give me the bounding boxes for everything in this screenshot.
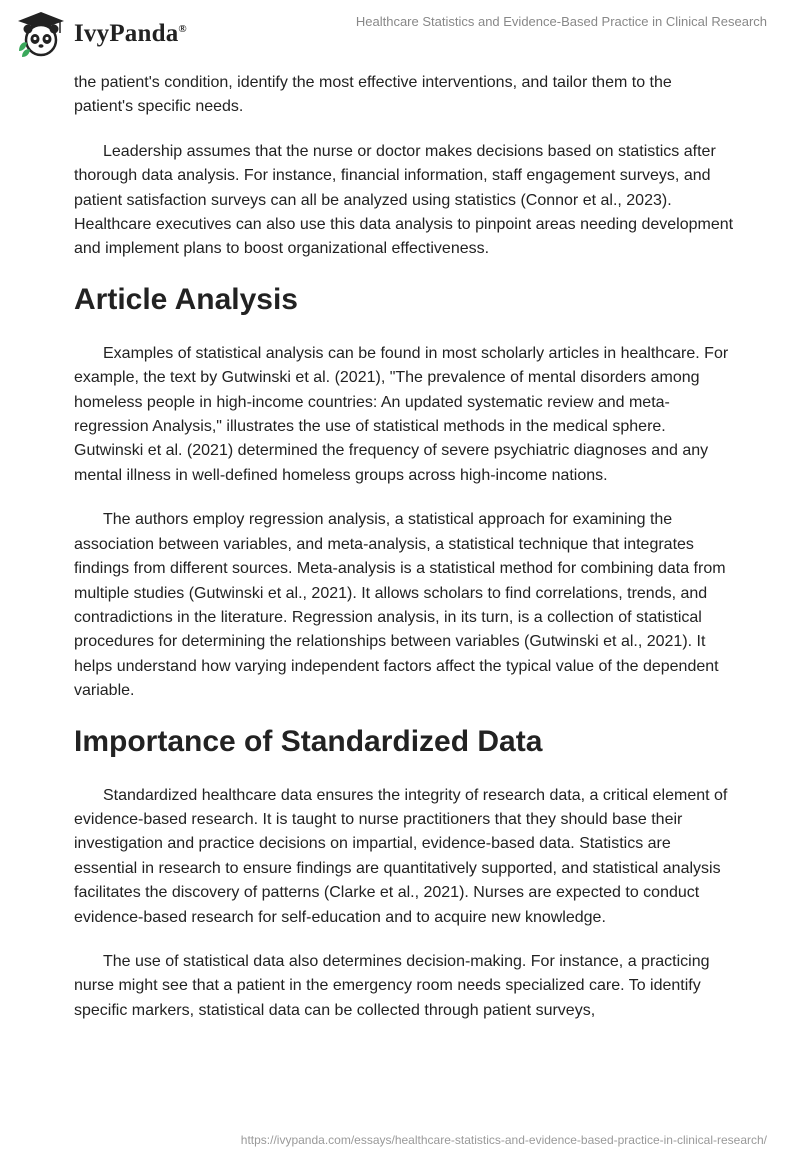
paragraph: Standardized healthcare data ensures the integrity of research data, a critical element of evidence-based research. It is taught to nurse practitioners that they should base their investigation and practice decisions on impartial, evidence-based data. Statistics are essential in research to ensure findings are quantitatively supported, and statistical analysis facilitates the discovery of patterns (Clarke et al., 2021). Nurses are expected to conduct evidence-based research for self-education and to acquire new knowledge. [74, 786, 728, 926]
section-heading: Article Analysis [74, 282, 298, 316]
essay-title: Healthcare Statistics and Evidence-Based Practice in Clinical Research [355, 14, 767, 29]
section-heading: Importance of Standardized Data [74, 724, 543, 758]
paragraph: The authors employ regression analysis, a statistical approach for examining the association between variables, and meta-analysis, a statistical technique that integrates findings from different sources. Meta-analysis is a statistical method for combining data from multiple studies (Gutwinski et al., 2021). It allows scholars to find correlations, trends, and contradictions in the literature. Regression analysis, in its turn, is a collection of statistical procedures for determining the relationships between variables (Gutwinski et al., 2021). It helps understand how varying independent factors affect the typical value of the dependent variable. [74, 511, 726, 700]
registered-mark: ® [178, 23, 187, 35]
source-url[interactable]: https://ivypanda.com/essays/healthcare-statistics-and-evidence-based-practice-in-clinical-research/ [240, 1133, 767, 1147]
ivypanda-logo[interactable] [14, 6, 204, 62]
page-header [0, 0, 800, 64]
paragraph: the patient's condition, identify the most effective interventions, and tailor them to the patient's specific needs. [74, 74, 672, 116]
paragraph: Leadership assumes that the nurse or doctor makes decisions based on statistics after thorough data analysis. For instance, financial information, staff engagement surveys, and patient satisfaction surveys can all be analyzed using statistics (Connor et al., 2023). Healthcare executives can also use this data analysis to pinpoint areas needing development and implement plans to boost organizational effectiveness. [74, 142, 734, 258]
brand-name: IvyPanda® [74, 20, 187, 47]
panda-graduate-icon [14, 7, 68, 61]
essay-body [74, 71, 734, 1043]
paragraph: Examples of statistical analysis can be found in most scholarly articles in healthcare. For example, the text by Gutwinski et al. (2021), "The prevalence of mental disorders among homeless people in high-income countries: An updated systematic review and meta-regression Analysis," illustrates the use of statistical methods in the medical sphere. Gutwinski et al. (2021) determined the frequency of severe psychiatric diagnoses and any mental illness in well-defined homeless groups across high-income nations. [74, 344, 729, 484]
paragraph: The use of statistical data also determines decision-making. For instance, a practicing nurse might see that a patient in the emergency room needs specialized care. To identify specific markers, statistical data can be collected through patient surveys, [74, 952, 710, 1019]
